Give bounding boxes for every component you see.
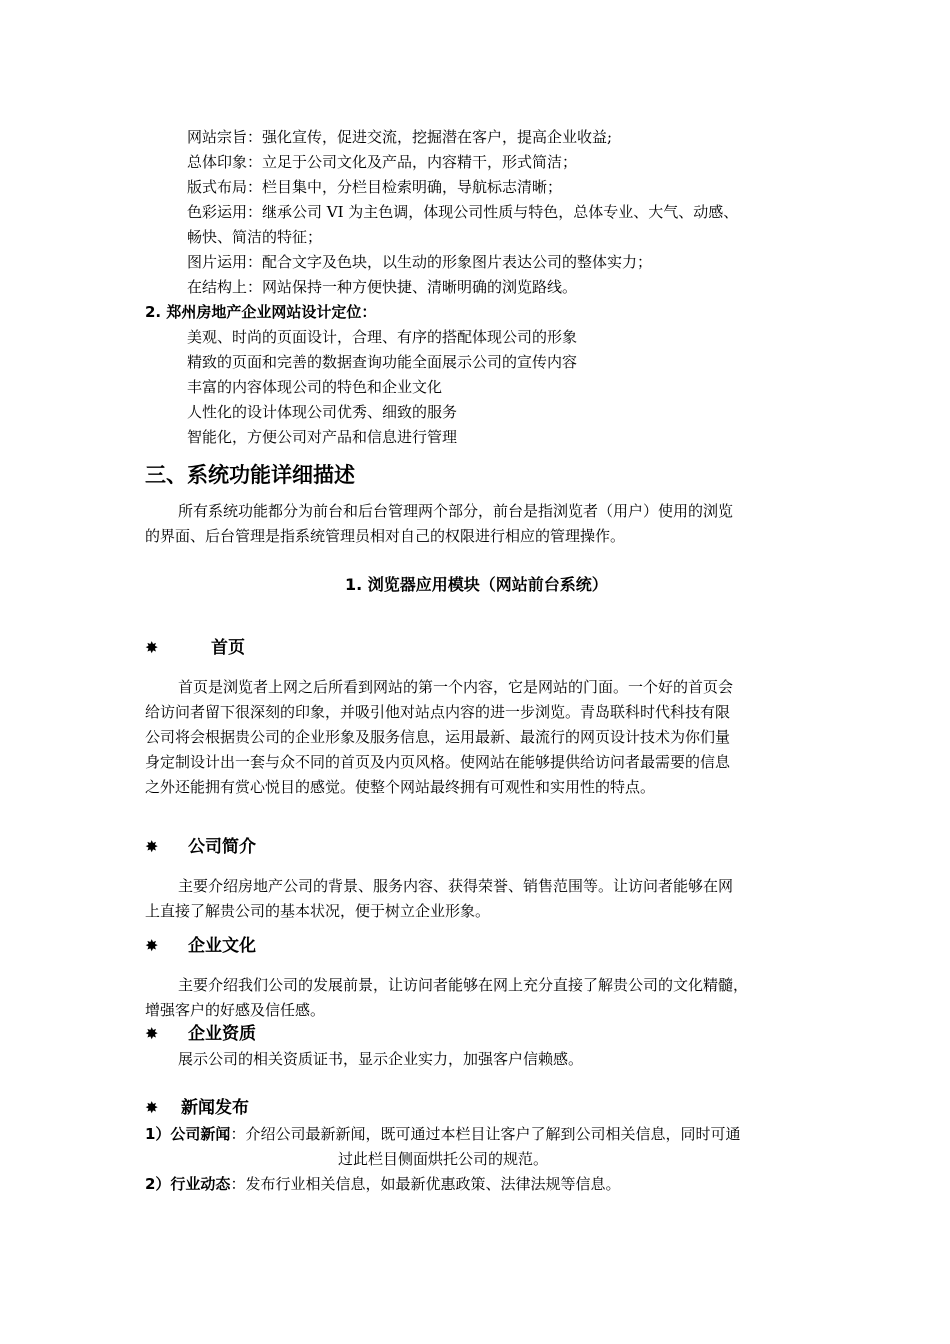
positioning-heading: 2. 郑州房地产企业网站设计定位： [145, 303, 377, 321]
news-item-2-text: ：发布行业相关信息，如最新优惠政策、法律法规等信息。 [230, 1175, 621, 1193]
profile-title: 公司简介 [188, 837, 256, 857]
intro-line: 网站宗旨：强化宣传，促进交流，挖掘潜在客户，提高企业收益; [187, 128, 613, 146]
intro-line: 色彩运用：继承公司 VI 为主色调，体现公司性质与特色，总体专业、大气、动感、 [187, 203, 739, 221]
section-para-line: 所有系统功能都分为前台和后台管理两个部分，前台是指浏览者（用户）使用的浏览 [178, 502, 734, 520]
bullet-icon: ✸ [145, 638, 159, 657]
news-item-1-text: ：介绍公司最新新闻，既可通过本栏目让客户了解到公司相关信息，同时可通 [230, 1125, 741, 1143]
news-item-1-cont: 过此栏目侧面烘托公司的规范。 [338, 1150, 549, 1168]
intro-line: 版式布局：栏目集中，分栏目检索明确，导航标志清晰； [187, 178, 563, 196]
qualification-title: 企业资质 [188, 1024, 256, 1044]
home-para-line: 公司将会根据贵公司的企业形象及服务信息，运用最新、最流行的网页设计技术为你们量 [145, 728, 731, 746]
intro-line: 在结构上：网站保持一种方便快捷、清晰明确的浏览路线。 [187, 278, 578, 296]
positioning-item: 人性化的设计体现公司优秀、细致的服务 [187, 403, 458, 421]
culture-title: 企业文化 [188, 936, 256, 956]
positioning-item: 智能化，方便公司对产品和信息进行管理 [187, 428, 458, 446]
bullet-icon: ✸ [145, 1098, 159, 1117]
section-title: 三、系统功能详细描述 [145, 463, 355, 487]
bullet-icon: ✸ [145, 1024, 159, 1043]
qualification-para-line: 展示公司的相关资质证书，显示企业实力，加强客户信赖感。 [178, 1050, 584, 1068]
bullet-icon: ✸ [145, 837, 159, 856]
intro-line: 图片运用：配合文字及色块，以生动的形象图片表达公司的整体实力； [187, 253, 653, 271]
profile-para-line: 上直接了解贵公司的基本状况，便于树立企业形象。 [145, 902, 491, 920]
home-title: 首页 [211, 638, 245, 658]
intro-line: 畅快、简洁的特征； [187, 228, 323, 246]
news-item-2-label: 2）行业动态 [145, 1175, 231, 1193]
news-title: 新闻发布 [181, 1098, 249, 1118]
culture-para-line: 主要介绍我们公司的发展前景，让访问者能够在网上充分直接了解贵公司的文化精髓， [178, 976, 749, 994]
home-para-line: 身定制设计出一套与众不同的首页及内页风格。使网站在能够提供给访问者最需要的信息 [145, 753, 731, 771]
intro-line: 总体印象：立足于公司文化及产品，内容精干，形式简洁； [187, 153, 578, 171]
culture-para-line: 增强客户的好感及信任感。 [145, 1001, 326, 1019]
home-para-line: 之外还能拥有赏心悦目的感觉。使整个网站最终拥有可观性和实用性的特点。 [145, 778, 656, 796]
news-item-2 [145, 1174, 620, 1194]
module-heading: 1. 浏览器应用模块（网站前台系统） [345, 575, 608, 594]
home-para-line: 首页是浏览者上网之后所看到网站的第一个内容，它是网站的门面。一个好的首页会 [178, 678, 734, 696]
news-item-1-label: 1）公司新闻 [145, 1125, 231, 1143]
home-para-line: 给访问者留下很深刻的印象，并吸引他对站点内容的进一步浏览。青岛联科时代科技有限 [145, 703, 731, 721]
profile-para-line: 主要介绍房地产公司的背景、服务内容、获得荣誉、销售范围等。让访问者能够在网 [178, 877, 734, 895]
positioning-item: 美观、时尚的页面设计，合理、有序的搭配体现公司的形象 [187, 328, 578, 346]
section-para-line: 的界面、后台管理是指系统管理员相对自己的权限进行相应的管理操作。 [145, 527, 626, 545]
positioning-item: 精致的页面和完善的数据查询功能全面展示公司的宣传内容 [187, 353, 578, 371]
positioning-item: 丰富的内容体现公司的特色和企业文化 [187, 378, 443, 396]
bullet-icon: ✸ [145, 936, 159, 955]
news-item-1 [145, 1124, 740, 1144]
